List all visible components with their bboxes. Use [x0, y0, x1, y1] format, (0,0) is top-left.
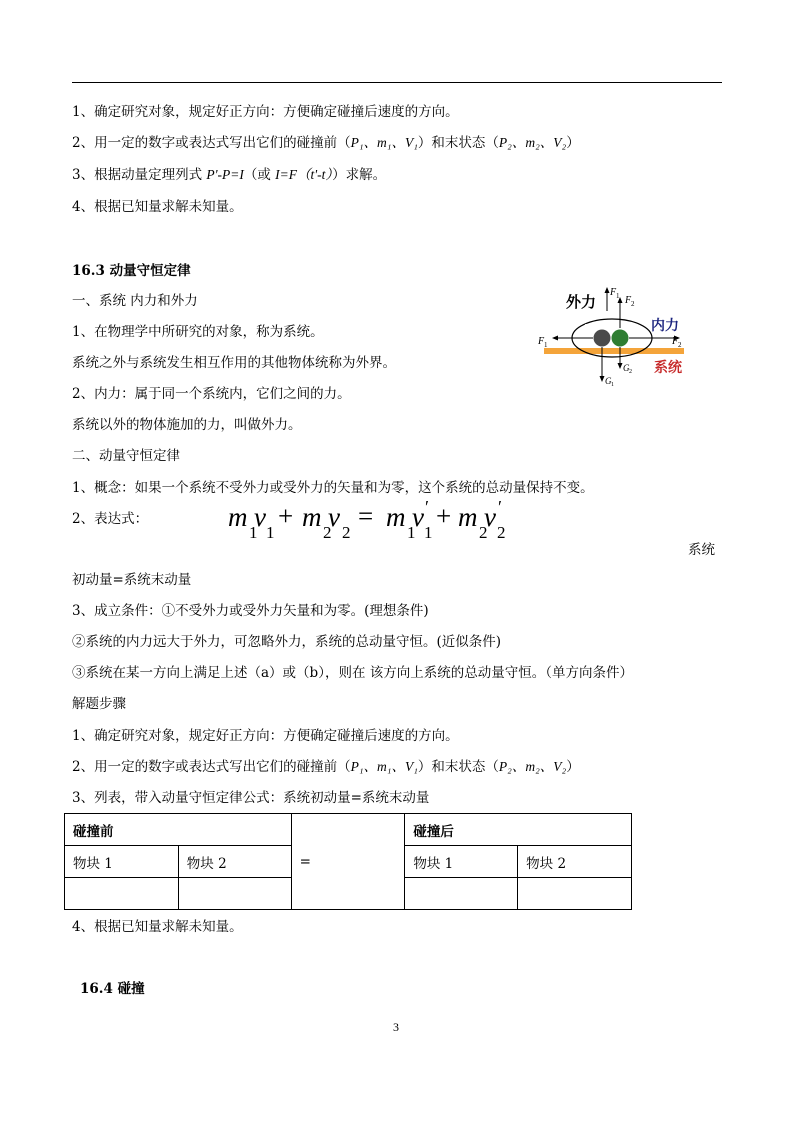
- paragraph: [72, 758, 580, 776]
- formula-m: m: [458, 502, 478, 532]
- label-internal-force: 内力: [651, 318, 679, 334]
- paragraph: 系统以外的物体施加的力，叫做外力。: [72, 417, 302, 433]
- label-sub: 2: [629, 369, 632, 375]
- label-system: 系统: [654, 360, 682, 376]
- paragraph: ③系统在某一方向上满足上述（a）或（b），则在 该方向上系统的总动量守恒。（单方向条件）: [72, 665, 633, 681]
- expression-label: 2、表达式：: [72, 511, 149, 527]
- table-cell-empty: [65, 878, 179, 910]
- ball-a: [594, 330, 611, 347]
- label-g1: G: [605, 376, 612, 386]
- label-external-force: 外力: [566, 293, 597, 311]
- step-3: [72, 166, 386, 184]
- formula-sub: 2: [479, 523, 488, 542]
- paragraph: 1、概念：如果一个系统不受外力或受外力的矢量和为零，这个系统的总动量保持不变。: [72, 480, 594, 496]
- step-3-suffix: ）求解。: [332, 167, 387, 183]
- table-equals: =: [291, 814, 405, 910]
- step-2-mid: ）和末状态（: [417, 135, 499, 151]
- section-title-16-4: 16.4 碰撞: [80, 981, 145, 997]
- table-cell-block1-before: 物块 1: [65, 846, 179, 878]
- paragraph: 4、根据已知量求解未知量。: [72, 919, 243, 935]
- formula-sub: 1: [249, 523, 258, 542]
- paragraph: 3、列表，带入动量守恒定律公式：系统初动量=系统末动量: [72, 790, 430, 806]
- label-g2: G: [623, 363, 630, 373]
- formula-sub: 2: [342, 523, 351, 542]
- formula-v: v: [412, 502, 424, 532]
- formula-sub: 2: [497, 523, 506, 542]
- step-2-prefix: 2、用一定的数字或表达式写出它们的碰撞前（: [72, 135, 351, 151]
- table-cell-empty: [405, 878, 518, 910]
- ball-a-label: A: [582, 322, 592, 336]
- label-sub: 1: [616, 292, 620, 300]
- step-3-mid: （或: [243, 167, 276, 183]
- momentum-table: [64, 813, 632, 910]
- step-2: [72, 134, 580, 152]
- table-cell-block1-after: 物块 1: [405, 846, 518, 878]
- table-cell-empty: [178, 878, 291, 910]
- step-3-eq2: I=F（t'-t）: [275, 167, 333, 182]
- formula-v: v: [254, 502, 266, 532]
- label-f2-right: F: [672, 336, 679, 347]
- step-4: 4、根据已知量求解未知量。: [72, 199, 243, 215]
- paragraph: 1、确定研究对象，规定好正方向：方便确定碰撞后速度的方向。: [72, 728, 459, 744]
- step-3-eq1: P'-P=I: [206, 167, 244, 182]
- label-sub: 1: [611, 382, 614, 388]
- paragraph: 初动量=系统末动量: [72, 572, 192, 588]
- label-sub: 1: [544, 341, 548, 349]
- formula-v: v: [484, 502, 496, 532]
- paragraph: 系统之外与系统发生相互作用的其他物体统称为外界。: [72, 355, 396, 371]
- step-2-before-vars: P₁、m₁、V₁: [350, 135, 418, 150]
- formula-tail: 系统: [688, 542, 715, 558]
- table-header-before: 碰撞前: [65, 814, 292, 846]
- formula-v: v: [328, 502, 340, 532]
- step-3-prefix: 3、根据动量定理列式: [72, 167, 207, 183]
- subheading-conservation: 二、动量守恒定律: [72, 448, 180, 464]
- label-f2-top: F: [625, 295, 632, 306]
- formula-prime: ′: [498, 497, 502, 517]
- label-f1-left: F: [538, 336, 545, 347]
- subheading-system: 一、系统 内力和外力: [72, 293, 198, 309]
- paragraph: 2、内力：属于同一个系统内，它们之间的力。: [72, 386, 351, 402]
- label-sub: 2: [631, 300, 635, 308]
- formula-sub: 2: [323, 523, 332, 542]
- table-cell-block2-after: 物块 2: [518, 846, 632, 878]
- p13-suffix: ）: [566, 759, 580, 775]
- step-2-after-vars: P₂、m₂、V₂: [498, 135, 567, 150]
- arrowhead: [605, 287, 610, 293]
- formula-sub: 1: [266, 523, 275, 542]
- p13-before-vars: P₁、m₁、V₁: [350, 759, 418, 774]
- ground-strip: [544, 348, 684, 354]
- formula-sub: 1: [407, 523, 416, 542]
- table-header-after: 碰撞后: [405, 814, 632, 846]
- step-2-suffix: ）: [566, 135, 580, 151]
- formula-plus: +: [436, 501, 452, 531]
- formula-plus: +: [278, 501, 294, 531]
- header-rule: [72, 82, 722, 83]
- arrowhead: [552, 336, 558, 341]
- label-f1-top: F: [610, 287, 617, 298]
- ball-b: [612, 330, 629, 347]
- table-cell-block2-before: 物块 2: [178, 846, 291, 878]
- ball-b-label: B: [631, 322, 641, 336]
- p13-prefix: 2、用一定的数字或表达式写出它们的碰撞前（: [72, 759, 351, 775]
- paragraph: ②系统的内力远大于外力，可忽略外力，系统的总动量守恒。(近似条件): [72, 634, 502, 650]
- formula-sub: 1: [424, 523, 433, 542]
- formula-prime: ′: [425, 497, 429, 517]
- paragraph: 1、在物理学中所研究的对象，称为系统。: [72, 324, 324, 340]
- paragraph: 3、成立条件：①不受外力或受外力矢量和为零。(理想条件): [72, 603, 429, 619]
- momentum-conservation-formula: [228, 497, 528, 550]
- p13-after-vars: P₂、m₂、V₂: [498, 759, 567, 774]
- p13-mid: ）和末状态（: [417, 759, 499, 775]
- section-title-16-3: 16.3 动量守恒定律: [72, 263, 191, 279]
- formula-m: m: [228, 502, 248, 532]
- arrowhead: [618, 363, 623, 369]
- formula-m: m: [386, 502, 406, 532]
- system-forces-figure: [536, 283, 696, 393]
- label-sub: 2: [678, 341, 682, 349]
- formula-m: m: [302, 502, 322, 532]
- subheading-steps: 解题步骤: [72, 696, 126, 712]
- arrowhead: [600, 376, 605, 382]
- step-1: 1、确定研究对象，规定好正方向：方便确定碰撞后速度的方向。: [72, 104, 459, 120]
- page-number: 3: [393, 1020, 399, 1034]
- table-cell-empty: [518, 878, 632, 910]
- formula-equals: =: [358, 501, 374, 531]
